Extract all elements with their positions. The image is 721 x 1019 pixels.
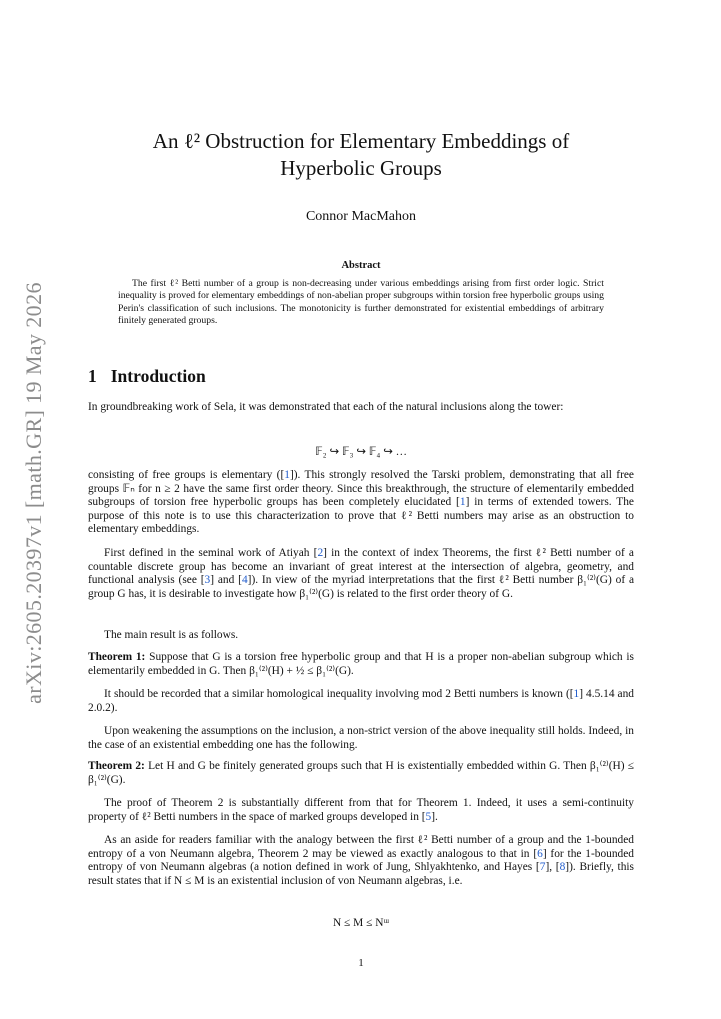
citation-link[interactable]: 6 — [537, 847, 543, 860]
citation-link[interactable]: 1 — [284, 469, 290, 481]
citation-link[interactable]: 8 — [559, 861, 566, 874]
arxiv-stamp-text: arXiv:2605.20397v1 [math.GR] 19 May 2026 — [21, 282, 47, 704]
citation-link[interactable]: 5 — [425, 810, 432, 823]
theorem-2-text: Let H and G be finitely generated groups such that H is existentially embedded within G. Then β₁⁽²⁾(H) ≤ β₁⁽²⁾(G). — [88, 760, 635, 786]
abstract-body: The first ℓ² Betti number of a group is non-decreasing under various embeddings arising from first order logic. Strict inequality is proved for elementary embeddings of non-abelian proper subgroups within torsion free hyperbolic groups using Perin's classification of such inclusions. The monotonicity is further demonstrated for existential embeddings of arbitrary finitely generated groups. — [118, 278, 604, 327]
arxiv-stamp — [16, 278, 52, 708]
citation-link[interactable]: 1 — [573, 688, 580, 700]
paragraph-8: As an aside for readers familiar with the analogy between the first ℓ² Betti number of a group and the 1-bounded entropy of a von Neumann algebra, Theorem 2 may be viewed as exactly analogous to that in [6] for the 1-bounded entropy of von Neumann algebras (a notion defined in work of Jung, Shlyakhtenko, and Hayes [7], [8]). Briefly, this result states that if N ≤ M is an existential inclusion of von Neumann algebras, i.e. — [88, 834, 634, 887]
citation-link[interactable]: 1 — [459, 496, 466, 509]
paragraph-1: In groundbreaking work of Sela, it was demonstrated that each of the natural inclusions along the tower: — [88, 401, 564, 413]
citation-link[interactable]: 2 — [317, 547, 324, 559]
citation-link[interactable]: 3 — [204, 574, 211, 587]
paragraph-2: consisting of free groups is elementary ([1]). This strongly resolved the Tarski problem, demonstrating that all free groups 𝔽ₙ for n ≥ 2 have the same first order theory. Since this breakthrough, the structure of elementarily embedded subgroups of torsion free hyperbolic groups has been completely elucidated [1] in terms of extended towers. The purpose of this note is to use this characterization to prove that ℓ² Betti numbers may arise as an obstruction to elementary embeddings. — [88, 469, 634, 536]
theorem-2-label: Theorem 2: — [88, 760, 145, 772]
citation-link[interactable]: 4 — [241, 574, 248, 587]
page-number: 1 — [358, 957, 364, 969]
abstract-heading: Abstract — [341, 260, 381, 271]
section-number: 1 — [88, 366, 97, 386]
author-name: Connor MacMahon — [305, 209, 417, 224]
title-line-1: An ℓ² Obstruction for Elementary Embeddings of — [152, 129, 570, 153]
citation-link[interactable]: 7 — [539, 861, 546, 874]
paragraph-6: Upon weakening the assumptions on the inclusion, a non-strict version of the above inequality still holds. Indeed, in the case of an existential embedding one has the following. — [88, 725, 634, 751]
theorem-1 — [88, 651, 634, 678]
paragraph-3: First defined in the seminal work of Atiyah [2] in the context of index Theorems, the first ℓ² Betti number of a countable discrete group has become an invariant of great interest at the intersection of algebra, geometry, and functional analysis (see [3] and [4]). In view of the myriad interpretations that the first ℓ² Betti number β₁⁽²⁾(G) of a group G has, it is desirable to investigate how β₁⁽²⁾(G) is related to the first order theory of G. — [88, 547, 635, 600]
paragraph-4: The main result is as follows. — [104, 629, 239, 641]
display-equation-1: 𝔽₂ ↪ 𝔽₃ ↪ 𝔽₄ ↪ … — [314, 446, 408, 458]
display-equation-2: N ≤ M ≤ Nᵚ — [332, 917, 390, 929]
paper-title — [88, 128, 634, 182]
paragraph-7: The proof of Theorem 2 is substantially different from that for Theorem 1. Indeed, it uses a semi-continuity property of ℓ² Betti numbers in the space of marked groups developed in [5]. — [88, 797, 634, 823]
section-title: Introduction — [110, 366, 206, 386]
section-heading — [88, 366, 206, 387]
theorem-1-text: Suppose that G is a torsion free hyperbolic group and that H is a proper non-abelian subgroup which is elementarily embedded in G. Then β₁⁽²⁾(H) + ½ ≤ β₁⁽²⁾(G). — [88, 651, 634, 677]
theorem-1-label: Theorem 1: — [88, 651, 146, 663]
title-line-2: Hyperbolic Groups — [280, 156, 442, 180]
paragraph-5: It should be recorded that a similar homological inequality involving mod 2 Betti numbers is known ([1] 4.5.14 and 2.0.2). — [88, 688, 634, 714]
theorem-2 — [88, 760, 634, 787]
